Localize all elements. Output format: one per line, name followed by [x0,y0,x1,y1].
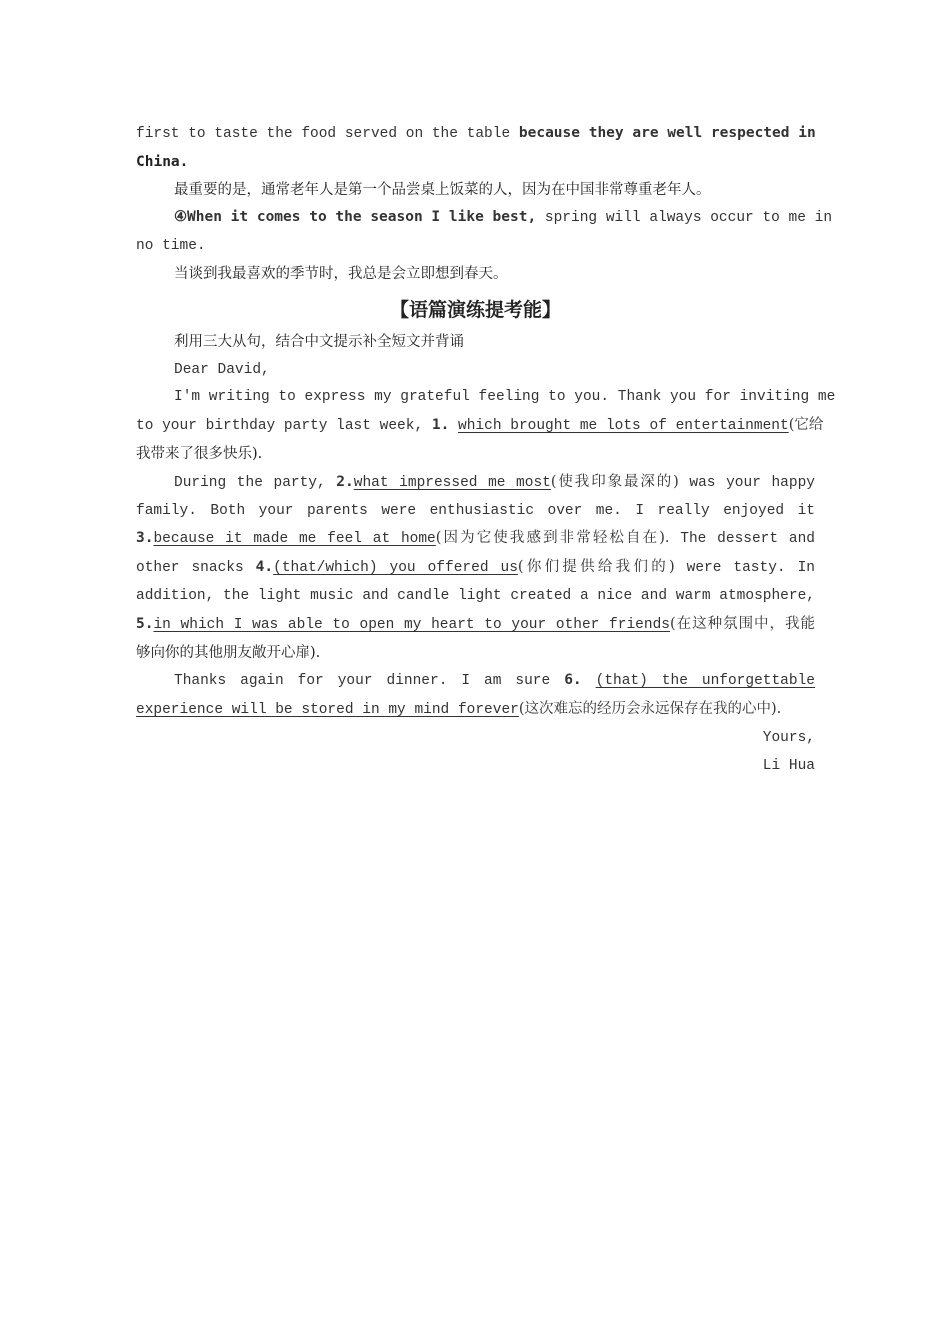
letter-p1-line2 [136,412,824,441]
blank-number-3: 3. [136,530,154,547]
letter-p2-line6 [136,611,815,640]
sentence3-en-bold: because they are well respected in [518,125,816,141]
letter-signature: Li Hua [762,757,815,774]
hint-5a: (在这种氛围中，我能 [669,615,816,632]
answer-2: what impressed me most [353,474,551,491]
p3-text: Thanks again for your dinner. I am sure [174,673,551,690]
sentence4-en-line2: no time. [136,238,206,255]
hint-1a: (它给 [788,417,824,434]
hint-4: (你们提供给我们的) [517,559,675,576]
sentence3-en-text: first to taste the food served on the table [136,126,511,142]
letter-p2-line5: addition, the light music and candle light created a nice and warm atmosphere, [136,587,815,604]
section-instruction: 利用三大从句，结合中文提示补全短文并背诵 [174,333,464,350]
answer-1: which brought me lots of entertainment [458,418,789,435]
blank-number-1: 1. [431,417,450,434]
sentence4-bold: ④When it comes to the season I like best, [174,209,537,226]
letter-p2-line4 [136,554,815,583]
letter-p2-line3 [136,525,815,554]
hint-6: (这次难忘的经历会永远保存在我的心中). [518,701,782,718]
hint-5b: 够向你的其他朋友敞开心扉). [136,644,321,661]
sentence4-cn: 当谈到我最喜欢的季节时，我总是会立即想到春天。 [174,265,508,282]
p2-text-a: During the party, [174,474,326,491]
letter-p3-line1 [136,667,815,696]
letter-p1-line1: I'm writing to express my grateful feeling to you. Thank you for inviting me [174,389,836,406]
letter-p3-line2 [136,696,815,725]
answer-6a: (that) the unforgettable [595,673,815,690]
hint-1b: 我带来了很多快乐). [136,445,263,462]
answer-6b: experience will be stored in my mind forever [136,702,519,719]
sentence4-en-line1 [136,204,833,233]
document-page [136,120,836,781]
hint-3: (因为它使我感到非常轻松自在). [435,530,670,547]
hint-2: (使我印象最深的) [550,473,679,490]
answer-5: in which I was able to open my heart to your other friends [153,616,670,633]
letter-greeting: Dear David, [174,361,270,378]
p1-text: to your birthday party last week, [136,418,424,435]
p2-text-c: The dessert and [680,531,815,548]
p2-text-b: was your happy [689,474,815,491]
answer-4: (that/which) you offered us [273,560,518,577]
blank-number-6: 6. [564,672,582,689]
p2-text-d: other snacks [136,560,244,577]
p2-text-e: were tasty. In [686,560,815,577]
answer-3: because it made me feel at home [153,531,436,548]
blank-number-5: 5. [136,615,154,632]
sentence3-cn: 最重要的是，通常老年人是第一个品尝桌上饭菜的人，因为在中国非常尊重老年人。 [174,181,711,198]
letter-p2-line1 [136,469,815,498]
blank-number-4: 4. [255,559,274,576]
letter-p2-line2: family. Both your parents were enthusiastic over me. I really enjoyed it [136,502,815,519]
blank-number-2: 2. [336,473,354,490]
letter-closing: Yours, [762,729,815,746]
section-heading: 【语篇演练提考能】 [389,298,561,321]
sentence3-en-line2: China. [136,153,189,170]
sentence4-rest1: spring will always occur to me in [544,210,833,227]
sentence3-en-line1 [136,120,815,149]
